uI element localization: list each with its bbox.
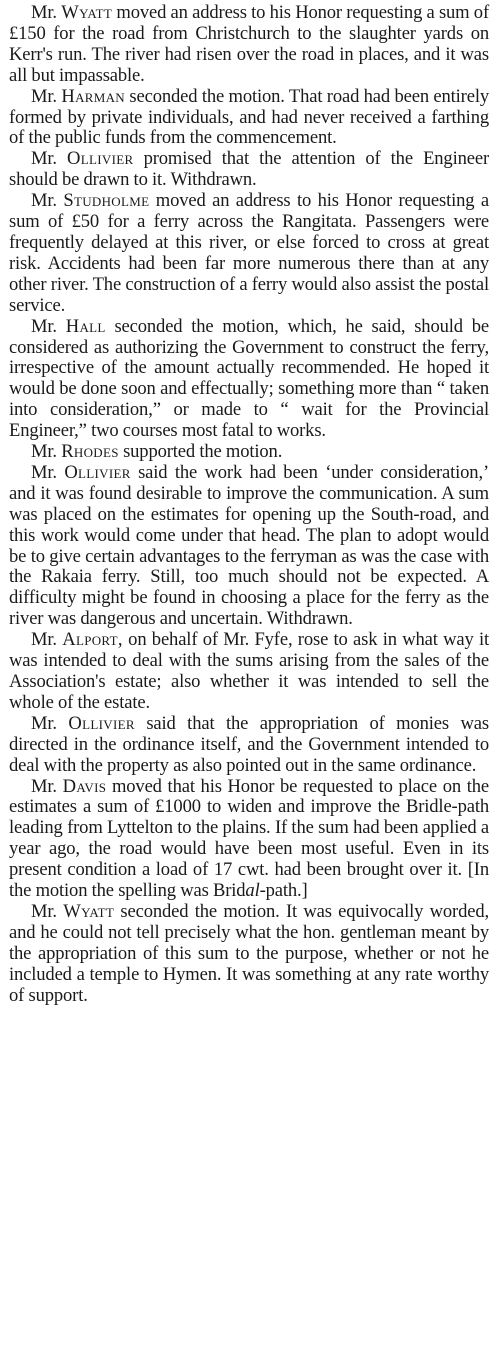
newspaper-column <box>9 0 489 1007</box>
speaker-name: Ollivier <box>64 461 131 483</box>
paragraph-harman <box>9 87 489 150</box>
paragraph-rhodes <box>9 442 489 463</box>
speaker-name: Harman <box>61 85 125 107</box>
paragraph-text: seconded the motion. That road had been entirely formed by private individuals, and had never received a farthing of the public funds from the commencement. <box>9 85 489 149</box>
paragraph-text: seconded the motion, which, he said, should be considered as authorizing the Government to construct the ferry, irrespective of the amount actually recommended. He hoped it would be done soon and effectually; something more than “ taken into consideration,” or made to “ wait for the Provincial Engineer,” two courses most fatal to works. <box>9 315 489 442</box>
paragraph-text: supported the motion. <box>123 441 283 463</box>
paragraph-text: said that the appropriation of monies was directed in the ordinance itself, and the Government intended to deal with the property as also pointed out in the same ordinance. <box>9 712 489 776</box>
paragraph-davis <box>9 777 489 902</box>
paragraph-wyatt-seconded <box>9 902 489 1007</box>
paragraph-studholme <box>9 191 489 316</box>
mr-prefix: Mr. <box>31 190 57 212</box>
paragraph-text: on behalf of Mr. Fyfe, rose to ask in what way it was intended to deal with the sums arising from the sales of the Association's estate; also whether it was intended to sell the whole of the estate. <box>9 629 489 713</box>
paragraph-ollivier-appropriation <box>9 714 489 777</box>
speaker-name: Wyatt <box>61 2 113 23</box>
mr-prefix: Mr. <box>31 712 57 734</box>
mr-prefix: Mr. <box>31 2 57 23</box>
paragraph-text: moved that his Honor be requested to place on the estimates a sum of £1000 to widen and improve the Bridle-path leading from Lyttelton to the plains. If the sum had been applied a year ago, the road would have been most useful. Even in its present condition a load of 17 cwt. had been brought over it. <box>9 775 489 881</box>
mr-prefix: Mr. <box>31 629 57 651</box>
mr-prefix: Mr. <box>31 461 57 483</box>
mr-prefix: Mr. <box>31 441 57 463</box>
speaker-name: Hall <box>65 315 106 337</box>
mr-prefix: Mr. <box>31 775 57 797</box>
speaker-name: Davis <box>62 775 107 797</box>
paragraph-text: moved an address to his Honor requesting a sum of £150 for the road from Christchurch to the slaughter yards on Kerr's run. The river had risen over the road in places, and it was all but impassable. <box>9 2 489 86</box>
mr-prefix: Mr. <box>31 315 57 337</box>
mr-prefix: Mr. <box>31 900 57 922</box>
mr-prefix: Mr. <box>31 148 57 170</box>
mr-prefix: Mr. <box>31 85 57 107</box>
speaker-name: Ollivier <box>68 712 135 734</box>
paragraph-wyatt-motion <box>9 3 489 87</box>
paragraph-hall <box>9 317 489 442</box>
speaker-name: Studholme <box>63 190 150 212</box>
paragraph-text: promised that the attention of the Engineer should be drawn to it. Withdrawn. <box>9 148 489 191</box>
paragraph-text: seconded the motion. It was equivocally worded, and he could not tell precisely what the hon. gentleman meant by the appropriation of this sum to the purpose, whether or not he included a temple to Hymen. It was something at any rate worthy of support. <box>9 900 489 1006</box>
editorial-note: [In the motion the spelling was Bridal-path.] <box>9 859 489 902</box>
paragraph-ollivier-consideration <box>9 463 489 630</box>
speaker-name: Alport, <box>62 629 123 651</box>
paragraph-text: moved an address to his Honor requesting a sum of £50 for a ferry across the Rangitata. Passengers were frequently delayed at this river, or else forced to cross at great risk. Accidents had been far more numerous there than at any other river. The construction of a ferry would also assist the postal service. <box>9 190 489 316</box>
paragraph-text: said the work had been ‘under consideration,’ and it was found desirable to improve the communication. A sum was placed on the estimates for opening up the South-road, and this work would come under that head. The plan to adopt would be to give certain advantages to the ferryman as was the case with the Rakaia ferry. Still, too much should not be expected. A difficulty might be found in choosing a place for the ferry as the river was dangerous and uncertain. Withdrawn. <box>9 461 489 630</box>
speaker-name: Ollivier <box>67 148 134 170</box>
paragraph-alport <box>9 630 489 714</box>
speaker-name: Wyatt <box>63 900 115 922</box>
paragraph-ollivier-engineer <box>9 149 489 191</box>
speaker-name: Rhodes <box>61 441 119 463</box>
